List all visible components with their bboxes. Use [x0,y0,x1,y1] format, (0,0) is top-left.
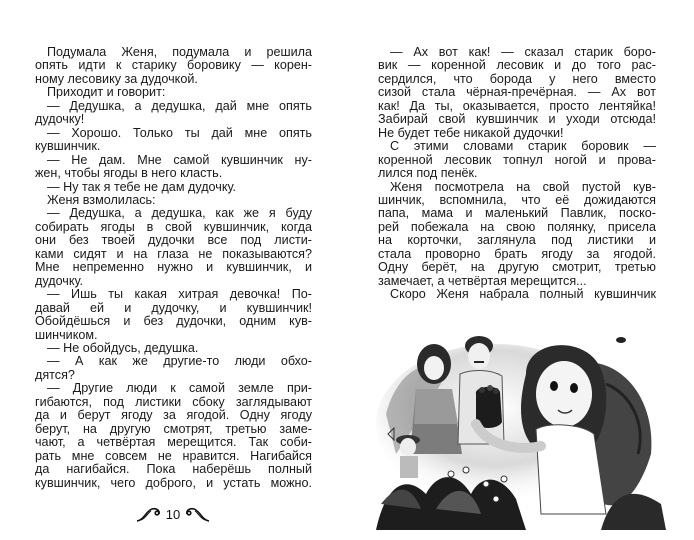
text-line: опять идти к старику боровику — корен- [35,58,312,73]
text-line: ками сидят и на глаза не показываются? [35,246,312,261]
text-line: гибаются, под листики сбоку заглядывают [35,394,312,409]
text-line: как! Да ты, оказывается, просто лентяйка! [378,98,656,113]
text-line: Женя взмолилась: [47,192,156,207]
text-line: шинчиком. [35,327,98,342]
text-line: сердился, что борода у него вместо [378,71,656,86]
text-line: шинчик, вспомнила, что её дожидаются [378,192,656,207]
text-line: сизой стала чёрная-пречёрная. — Ах вот [378,85,656,100]
text-line: Одну берёт, на другую смотрит, третью [378,260,656,275]
text-line: собирать ягоды в свой кувшинчик, когда [35,219,312,234]
page-number [133,502,213,526]
text-line: — Ишь ты какая хитрая девочка! По- [47,287,312,302]
text-line: стала проворно брать ягоду за ягодой. [378,246,656,261]
text-line: дудочку. [35,273,84,288]
text-line: — Ах вот как! — сказал старик боро- [390,45,656,59]
text-line: — Дедушка, а дедушка, как же я буду [47,206,312,221]
right-page [347,0,694,540]
text-line: дятся? [35,367,75,382]
text-line: — Не обойдусь, дедушка. [47,340,199,355]
text-line: — Ну так я тебе не дам дудочку. [47,179,237,194]
text-line: рать мне совсем не нравится. Нагибайся [35,448,312,463]
text-line: Скоро Женя набрала полный кувшинчик [390,287,656,302]
text-line: — Другие люди к самой земле при- [47,381,312,396]
text-line: лился под пенёк. [378,166,478,181]
text-line: замечает, а четвёртая мерещится... [378,273,587,288]
text-line: папа, мама и маленький Павлик, поско- [378,206,656,221]
text-line: давай ей и дудочку, и кувшинчик! [35,300,312,315]
text-line: Не будет тебе никакой дудочки! [378,125,564,140]
text-line: берут, на другую смотрят, третью заме- [35,421,312,436]
text-line: — А как же другие-то люди обхо- [47,354,312,369]
text-line: кувшинчик, чего доброго, и устать можно. [35,475,312,490]
text-line: чают, а четвёртая мерещится. Так соби- [35,435,312,450]
text-line: коренной лесовик топнул ногой и прова- [378,152,656,167]
text-line: рей побежала на свою полянку, присела [378,219,656,234]
text-line: ному лесовику за дудочкой. [35,71,198,86]
left-page-text [35,46,312,490]
text-line: Женя посмотрела на свой пустой кув- [390,179,656,194]
story-illustration [376,334,666,530]
text-line: Мне непременно нужно и кувшинчик, и [35,260,312,275]
text-line: жен, чтобы ягоды в него класть. [35,166,223,181]
right-flourish-icon [182,505,210,523]
text-line: Подумала Женя, подумала и решила [47,45,312,59]
text-line: — Хорошо. Только ты дай мне опять [47,125,312,140]
text-line: да нагибайся. Пока наберёшь полный [35,462,312,477]
text-line: на корточки, заглянула под листики и [378,233,656,248]
text-line: вик — коренной лесовик и до того рас- [378,58,656,73]
text-line: Приходит и говорит: [47,85,166,100]
text-line: Обойдёшься и без дудочки, одним кув- [35,314,312,329]
page-number-text: 10 [165,506,181,522]
text-line: С этими словами старик боровик — [390,139,656,154]
text-line: дудочку! [35,112,85,127]
text-line: — Не дам. Мне самой кувшинчик ну- [47,152,312,167]
left-flourish-icon [136,505,164,523]
text-line: кувшинчик. [35,139,101,154]
text-line: да и берут ягоду за ягодой. Одну ягоду [35,408,312,423]
right-page-text [378,46,656,302]
text-line: — Дедушка, а дедушка, дай мне опять [47,98,312,113]
text-line: они без твоей дудочки все под листи- [35,233,312,248]
text-line: Забирай свой кувшинчик и уходи отсюда! [378,112,656,127]
